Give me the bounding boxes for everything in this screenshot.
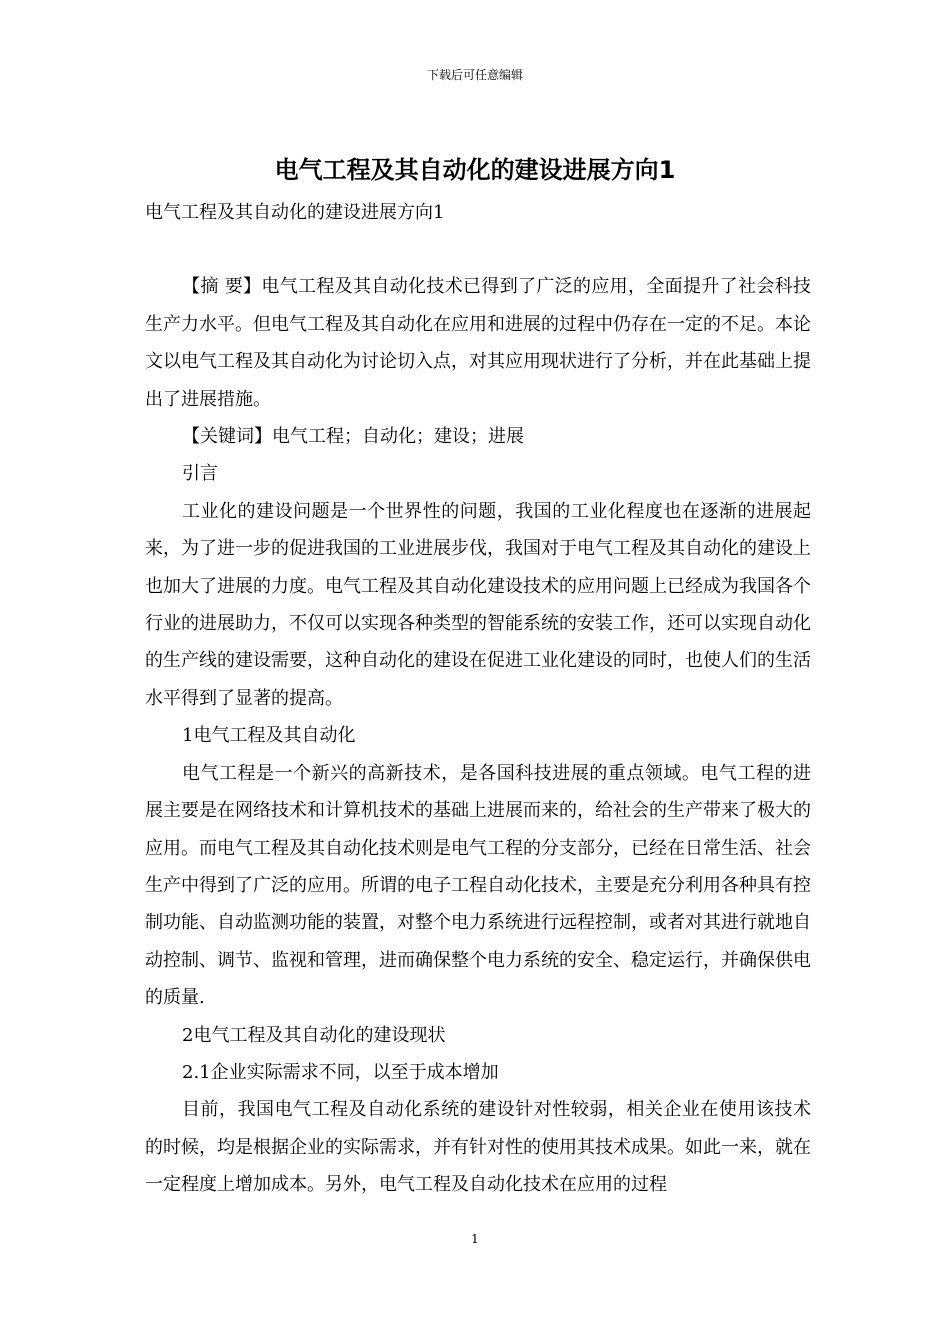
subsection-heading-2-1: 2.1企业实际需求不同，以至于成本增加 xyxy=(182,1061,499,1083)
document-title: 电气工程及其自动化的建设进展方向1 xyxy=(274,156,676,184)
document-subtitle: 电气工程及其自动化的建设进展方向1 xyxy=(145,202,445,223)
section-heading-introduction: 引言 xyxy=(182,463,218,485)
body-paragraph: 工业化的建设问题是一个世界性的问题，我国的工业化程度也在逐渐的进展起来，为了进一步的促进我国的工业进展步伐，我国对于电气工程及其自动化的建设上也加大了进展的力度。电气工程及其自动化建设技术的应用问题上已经成为我国各个行业的进展助力，不仅可以实现各种类型的智能系统的安装工作，还可以实现自动化的生产线的建设需要，这种自动化的建设在促进工业化建设的同时，也使人们的生活水平得到了显著的提高。 xyxy=(145,500,811,709)
abstract-paragraph: 【摘 要】电气工程及其自动化技术已得到了广泛的应用，全面提升了社会科技生产力水平。但电气工程及其自动化在应用和进展的过程中仍存在一定的不足。本论文以电气工程及其自动化为讨论切入点，对其应用现状进行了分析，并在此基础上提出了进展措施。 xyxy=(145,276,811,410)
page-number: 1 xyxy=(471,1232,479,1246)
section-heading-2: 2电气工程及其自动化的建设现状 xyxy=(182,1024,446,1046)
document-body xyxy=(145,194,811,1204)
page-header-note: 下载后可任意编辑 xyxy=(426,68,523,82)
keywords-paragraph: 【关键词】电气工程；自动化；建设；进展 xyxy=(182,426,524,448)
body-paragraph: 电气工程是一个新兴的高新技术，是各国科技进展的重点领域。电气工程的进展主要是在网络技术和计算机技术的基础上进展而来的，给社会的生产带来了极大的应用。而电气工程及其自动化技术则是电气工程的分支部分，已经在日常生活、社会生产中得到了广泛的应用。所谓的电子工程自动化技术，主要是充分利用各种具有控制功能、自动监测功能的装置，对整个电力系统进行远程控制，或者对其进行就地自动控制、调节、监视和管理，进而确保整个电力系统的安全、稳定运行，并确保供电的质量. xyxy=(145,762,811,1009)
section-heading-1: 1电气工程及其自动化 xyxy=(182,725,356,747)
body-paragraph: 目前，我国电气工程及自动化系统的建设针对性较弱，相关企业在使用该技术的时候，均是根据企业的实际需求，并有针对性的使用其技术成果。如此一来，就在一定程度上增加成本。另外，电气工程及自动化技术在应用的过程 xyxy=(145,1099,811,1196)
